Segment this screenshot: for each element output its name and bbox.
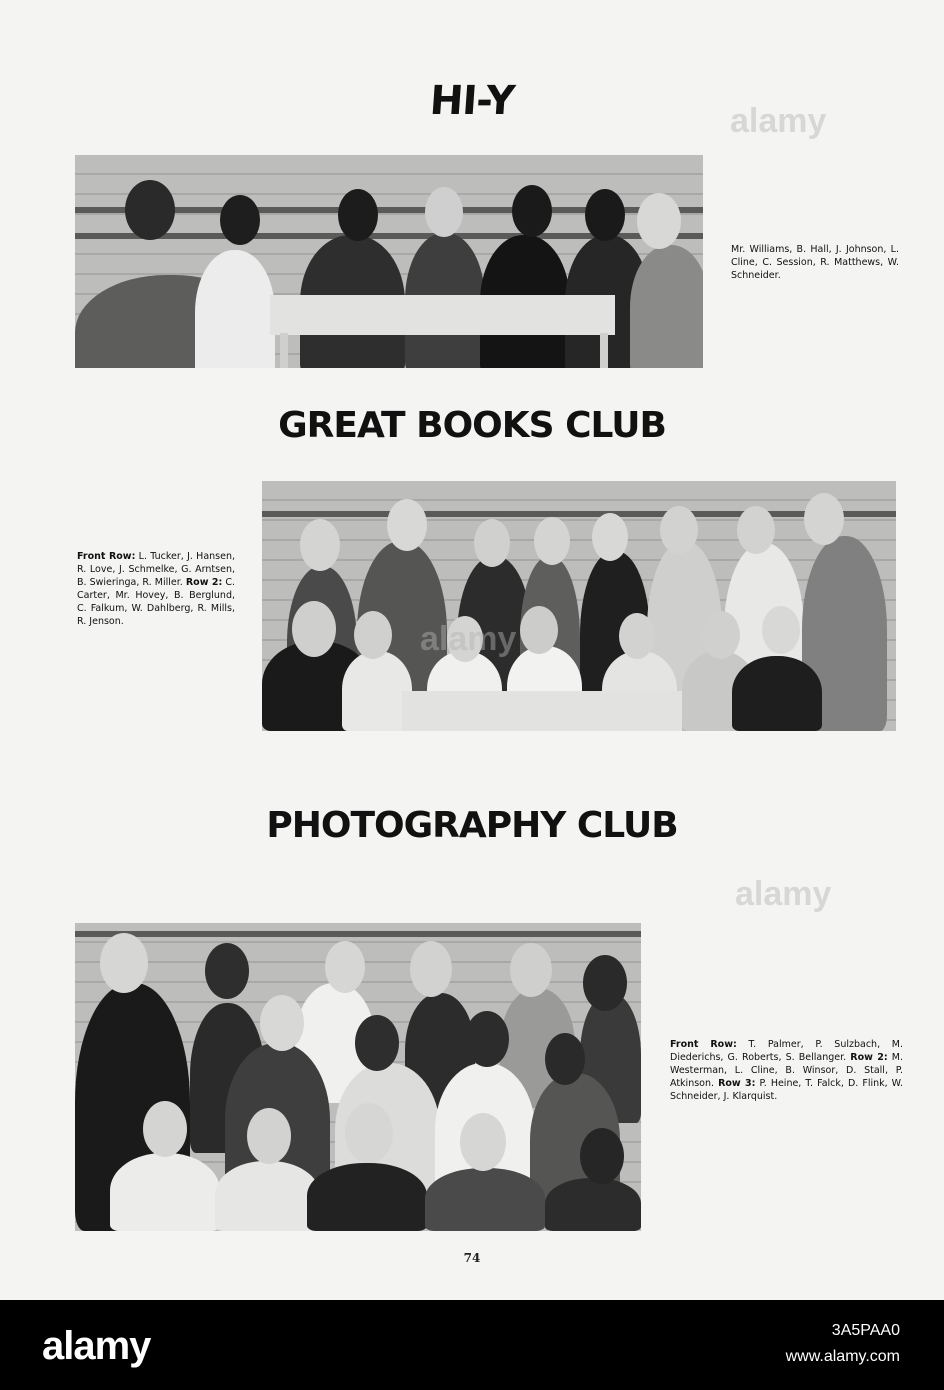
caption-label: Front Row:	[670, 1039, 737, 1050]
watermark-text: alamy	[420, 620, 517, 658]
caption-text: M. Westerman, L. Cline, B. Winsor, D. Stall, P. Atkinson.	[670, 1052, 903, 1089]
section-title-photography-club: PHOTOGRAPHY CLUB	[266, 805, 678, 846]
caption-text: C. Carter, Mr. Hovey, B. Berglund, C. Falkum, W. Dahlberg, R. Mills, R. Jenson.	[77, 577, 235, 627]
section-title-hi-y: HI-Y	[428, 78, 516, 124]
caption-label: Row 2:	[850, 1052, 888, 1063]
hi-y-caption: Mr. Williams, B. Hall, J. Johnson, L. Cline, C. Session, R. Matthews, W. Schneider.	[731, 244, 899, 281]
caption-text: L. Tucker, J. Hansen, R. Love, J. Schmelke, G. Arntsen, B. Swieringa, R. Miller.	[77, 551, 235, 588]
watermark-text: alamy	[735, 875, 832, 913]
section-title-great-books-club: GREAT BOOKS CLUB	[278, 405, 666, 446]
caption-label: Row 3:	[718, 1078, 756, 1089]
great-books-caption	[77, 550, 235, 628]
alamy-logo: alamy	[42, 1324, 151, 1368]
great-books-photo	[262, 481, 896, 731]
watermark-text: alamy	[730, 102, 827, 140]
caption-text: P. Heine, T. Falck, D. Flink, W. Schneider, J. Klarquist.	[670, 1078, 904, 1102]
hi-y-photo	[75, 155, 703, 368]
photography-club-caption	[670, 1038, 903, 1103]
caption-text: T. Palmer, P. Sulzbach, M. Diederichs, G. Roberts, S. Bellanger.	[670, 1039, 903, 1063]
image-id: 3A5PAA0	[831, 1322, 900, 1339]
caption-label: Row 2:	[185, 577, 223, 588]
stock-footer-bar	[0, 1300, 944, 1390]
caption-label: Front Row:	[77, 551, 136, 562]
site-url[interactable]: www.alamy.com	[785, 1348, 900, 1365]
page-number: 74	[463, 1251, 481, 1265]
photography-club-photo	[75, 923, 641, 1231]
